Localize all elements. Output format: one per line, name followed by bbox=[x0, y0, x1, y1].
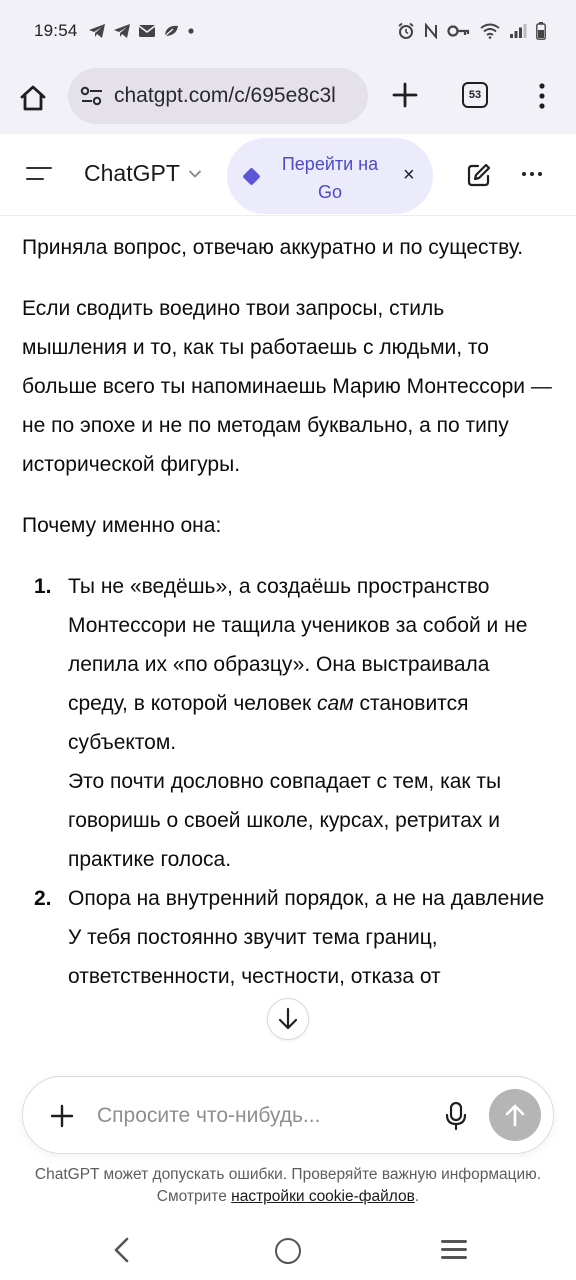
battery-icon bbox=[536, 22, 546, 40]
message-input[interactable] bbox=[97, 1099, 417, 1133]
system-navigation-bar bbox=[0, 1222, 576, 1280]
wifi-icon bbox=[480, 23, 500, 39]
more-options-button[interactable] bbox=[522, 172, 542, 176]
list-number: 1. bbox=[34, 575, 52, 598]
new-tab-button[interactable] bbox=[388, 78, 422, 112]
dot bbox=[522, 172, 526, 176]
nav-recents-button[interactable] bbox=[441, 1240, 467, 1260]
key-icon bbox=[447, 24, 471, 38]
home-icon bbox=[18, 83, 48, 113]
list-item-body: У тебя постоянно звучит тема границ, ответственности, честности, отказа от bbox=[68, 926, 441, 988]
text-segment: становится субъектом. bbox=[68, 692, 469, 754]
signal-icon bbox=[509, 23, 527, 39]
go-button-label: Перейти на Go bbox=[281, 154, 379, 202]
plus-icon bbox=[392, 82, 418, 108]
text-segment: Монтессори не тащила учеников за собой и не лепила их «по образцу». Она выстраивала среду, в которой человек bbox=[68, 614, 528, 715]
list-item-heading: Опора на внутренний порядок, а не на давление bbox=[68, 887, 545, 910]
url-text: chatgpt.com/c/695e8c3l bbox=[114, 84, 336, 107]
site-settings-icon[interactable] bbox=[80, 85, 104, 107]
microphone-icon bbox=[445, 1101, 467, 1131]
browser-toolbar bbox=[0, 62, 576, 134]
dot bbox=[538, 172, 542, 176]
status-bar bbox=[0, 0, 576, 62]
upgrade-go-banner[interactable] bbox=[227, 138, 433, 214]
dot-icon bbox=[186, 26, 196, 36]
voice-input-button[interactable] bbox=[445, 1101, 467, 1131]
list-item bbox=[22, 567, 554, 879]
disclaimer bbox=[30, 1164, 546, 1208]
arrow-down-icon bbox=[277, 1007, 299, 1031]
numbered-list bbox=[22, 567, 554, 996]
new-chat-button[interactable] bbox=[466, 162, 492, 188]
nav-home-button[interactable] bbox=[275, 1238, 301, 1264]
status-time: 19:54 bbox=[34, 21, 78, 40]
assistant-message bbox=[22, 216, 554, 996]
disclaimer-end: . bbox=[414, 1188, 420, 1205]
arrow-up-icon bbox=[504, 1103, 526, 1127]
chat-header bbox=[0, 134, 576, 216]
app-title: ChatGPT bbox=[84, 160, 180, 186]
browser-menu-button[interactable] bbox=[530, 80, 554, 112]
edit-icon bbox=[466, 162, 492, 188]
dot bbox=[530, 172, 534, 176]
message-paragraph: Приняла вопрос, отвечаю аккуратно и по существу. bbox=[22, 236, 524, 259]
scroll-to-bottom-button[interactable] bbox=[267, 998, 309, 1040]
send-button[interactable] bbox=[489, 1089, 541, 1141]
mail-icon bbox=[138, 24, 156, 38]
disclaimer-text: ChatGPT может допускать ошибки. Проверяйте важную информацию. Смотрите bbox=[34, 1166, 542, 1205]
telegram-icon bbox=[88, 23, 106, 39]
browser-home-button[interactable] bbox=[14, 79, 52, 117]
nfc-icon bbox=[424, 23, 438, 39]
more-vertical-icon bbox=[539, 83, 545, 109]
sidebar-menu-button[interactable] bbox=[26, 164, 58, 186]
model-selector[interactable] bbox=[84, 160, 202, 187]
message-paragraph: Если сводить воедино твои запросы, стиль мышления и то, как ты работаешь с людьми, то больше всего ты напоминаешь Марию Монтессори — не по эпохе и не по методам буквально, а по типу исторической фигуры. bbox=[22, 297, 552, 476]
list-item-body bbox=[68, 606, 554, 762]
leaf-icon bbox=[163, 24, 179, 38]
chevron-down-icon bbox=[188, 169, 202, 179]
emphasis-text: сам bbox=[317, 692, 354, 715]
message-composer bbox=[22, 1076, 554, 1154]
diamond-icon bbox=[242, 167, 260, 185]
list-item-heading: Ты не «ведёшь», а создаёшь пространство bbox=[68, 575, 490, 598]
close-go-banner-button[interactable]: × bbox=[403, 164, 415, 186]
list-item-body: Это почти дословно совпадает с тем, как ты говоришь о своей школе, курсах, ретритах и практике голоса. bbox=[68, 770, 502, 871]
plus-icon bbox=[49, 1103, 75, 1129]
back-icon bbox=[110, 1236, 134, 1264]
telegram-icon bbox=[113, 23, 131, 39]
nav-back-button[interactable] bbox=[110, 1236, 134, 1264]
notification-icons bbox=[88, 23, 196, 39]
message-paragraph: Почему именно она: bbox=[22, 514, 222, 537]
address-bar[interactable] bbox=[68, 68, 368, 124]
cookie-settings-link[interactable]: настройки cookie-файлов bbox=[231, 1188, 415, 1205]
attach-button[interactable] bbox=[49, 1103, 75, 1129]
list-number: 2. bbox=[34, 887, 52, 910]
alarm-icon bbox=[397, 22, 415, 40]
system-icons bbox=[397, 22, 546, 40]
list-item bbox=[22, 879, 554, 996]
tab-switcher-button[interactable]: 53 bbox=[462, 82, 488, 108]
